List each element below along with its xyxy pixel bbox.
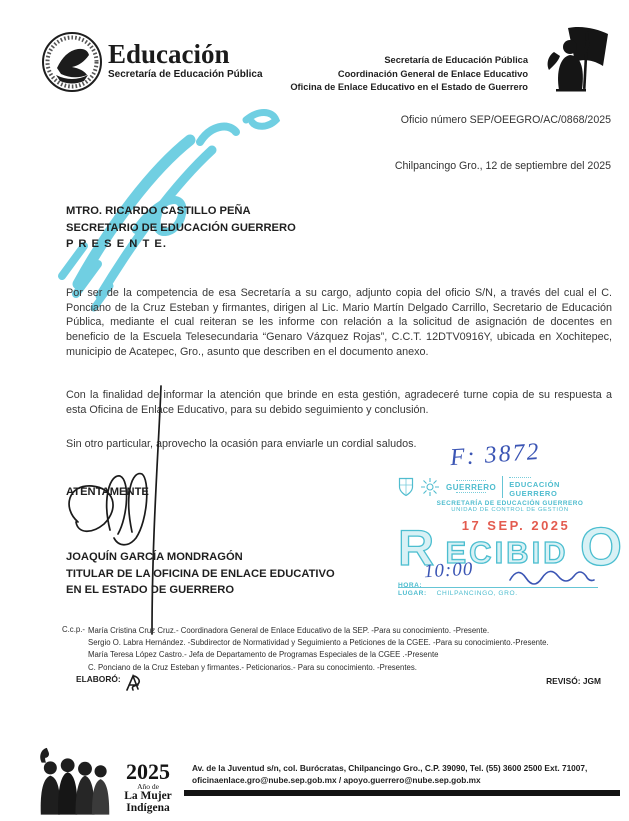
lugar-row	[398, 590, 622, 597]
addressee-title: SECRETARIO DE EDUCACIÓN GUERRERO	[66, 221, 296, 234]
flag-bearer-silhouette-icon	[540, 26, 614, 96]
addressee-name: MTRO. RICARDO CASTILLO PEÑA	[66, 205, 251, 217]
org-line-2: Coordinación General de Enlace Educativo	[337, 68, 528, 79]
year-sub-1: Año de	[137, 782, 159, 791]
ccp-line-3: María Teresa López Castro.- Jefa de Departamento de Programas Especiales de la CGEE .-Presente	[88, 650, 439, 660]
recibido-letter-o: O	[579, 517, 622, 577]
ccp-line-2: Sergio O. Labra Hernández. -Subdirector de Normatividad y Seguimiento a Peticiones de la CGEE. -Para su conocimiento.-Presente.	[88, 638, 549, 648]
recibido-letter-r: R	[398, 520, 435, 576]
handwritten-initials-scribble	[508, 566, 598, 588]
body-paragraph-2: Con la finalidad de informar la atención que brinde en esta gestión, agradeceré turne copia de su respuesta a esta Oficina de Enlace Educativo, para su debido seguimiento y conclusión.	[66, 389, 612, 416]
educacion-guerrero-wordmark	[509, 476, 560, 498]
indigenous-women-silhouettes	[33, 745, 111, 815]
elaboro-row	[76, 674, 145, 692]
year-number: 2025	[126, 759, 170, 784]
footer-address	[192, 763, 617, 786]
signer-title-2: EN EL ESTADO DE GUERRERO	[66, 584, 235, 596]
guerrero-gov-wordmark	[446, 479, 496, 496]
footer-address-line-2: oficinaenlace.gro@nube.sep.gob.mx / apoyo.guerrero@nube.sep.gob.mx	[192, 774, 481, 785]
handwritten-folio: F: 3872	[449, 438, 542, 472]
handwritten-time: 10:00	[423, 558, 474, 583]
elaboro-initials-scribble	[123, 674, 145, 692]
org-line-3: Oficina de Enlace Educativo en el Estado de Guerrero	[290, 82, 528, 92]
addressee-presente: P R E S E N T E.	[66, 238, 167, 250]
year-commemoration-block	[110, 761, 186, 814]
signer-title-1: TITULAR DE LA OFICINA DE ENLACE EDUCATIVO	[66, 567, 335, 580]
body-paragraph-1: Por ser de la competencia de esa Secretaría a su cargo, adjunto copia del oficio S/N, a través del cual el C. Ponciano de la Cruz Esteban y firmantes, dirigen al Lic. Mario Martín Delgado Carrillo, Secretario de Educación Pública, mediante el cual reiteran se les informe con relación a la solicitud de asignación de docentes en beneficio de la Escuela Telesecundaria “Genaro Vázquez Rojas”, C.C.T. 12DTV0916Y, ubicada en Xochitepec, municipio de Acatepec, Gro., asunto que describen en el documento anexo.	[66, 287, 612, 358]
hora-label: HORA:	[398, 582, 423, 589]
stamp-header	[398, 476, 622, 498]
sep-logo-subtitle: Secretaría de Educación Pública	[108, 69, 263, 80]
oficio-number: Oficio número SEP/OEEGRO/AC/0868/2025	[400, 114, 611, 126]
reception-stamp	[398, 476, 622, 597]
body-paragraph-3: Sin otro particular, aprovecho la ocasión para enviarle un cordial saludos.	[66, 438, 417, 450]
signer-name: JOAQUÍN GARCÍA MONDRAGÓN	[66, 551, 243, 563]
guerrero-sun-icon	[420, 477, 440, 497]
stamp-micro-text	[456, 492, 486, 495]
ccp-line-1: María Cristina Cruz Cruz.- Coordinadora General de Enlace Educativo de la SEP. -Para su conocimiento. -Presente.	[88, 626, 490, 635]
shield-icon	[398, 477, 414, 497]
signer-block	[66, 549, 335, 599]
recibido-letters-middle: ECIBID	[445, 535, 569, 570]
sep-eagle-seal-logo	[40, 30, 104, 94]
elaboro-label: ELABORÓ:	[76, 674, 121, 684]
stamp-unidad-line: UNIDAD DE CONTROL DE GESTIÓN	[451, 507, 569, 513]
lugar-value: CHILPANCINGO, GRO.	[436, 590, 518, 597]
footer-divider-bar	[184, 790, 620, 796]
year-sub-2: La Mujer	[124, 790, 172, 802]
date-line: Chilpancingo Gro., 12 de septiembre del 2025	[394, 160, 611, 172]
sep-logo-text	[108, 40, 263, 80]
addressee-block	[66, 203, 296, 253]
educacion-label: EDUCACIÓN	[509, 480, 561, 489]
org-header-lines	[250, 54, 528, 95]
sep-logo-title: Educación	[108, 39, 230, 69]
footer-address-line-1: Av. de la Juventud s/n, col. Burócratas, Chilpancingo Gro., C.P. 39090, Tel. (55) 3600 2500 Ext. 71007,	[192, 763, 588, 773]
guerrero-label: GUERRERO	[446, 482, 497, 492]
received-date-stamp: 17 SEP. 2025	[461, 518, 571, 533]
reviso-label: REVISÓ: JGM	[546, 676, 601, 686]
ccp-label: C.c.p.-	[62, 625, 85, 634]
educacion-guerrero-label: GUERRERO	[509, 488, 558, 498]
org-line-1: Secretaría de Educación Pública	[384, 55, 528, 65]
stamp-divider	[502, 476, 503, 498]
closing-salute: ATENTAMENTE	[66, 486, 149, 498]
hora-row	[398, 558, 598, 589]
lugar-label: LUGAR:	[398, 590, 427, 597]
stamp-secretaria-line: SECRETARÍA DE EDUCACIÓN GUERRERO	[436, 500, 584, 507]
ccp-lines	[88, 625, 613, 674]
ccp-line-4: C. Ponciano de la Cruz Esteban y firmantes.- Peticionarios.- Para su conocimiento. -Presentes.	[88, 662, 417, 672]
year-sub-3: Indígena	[126, 801, 170, 814]
